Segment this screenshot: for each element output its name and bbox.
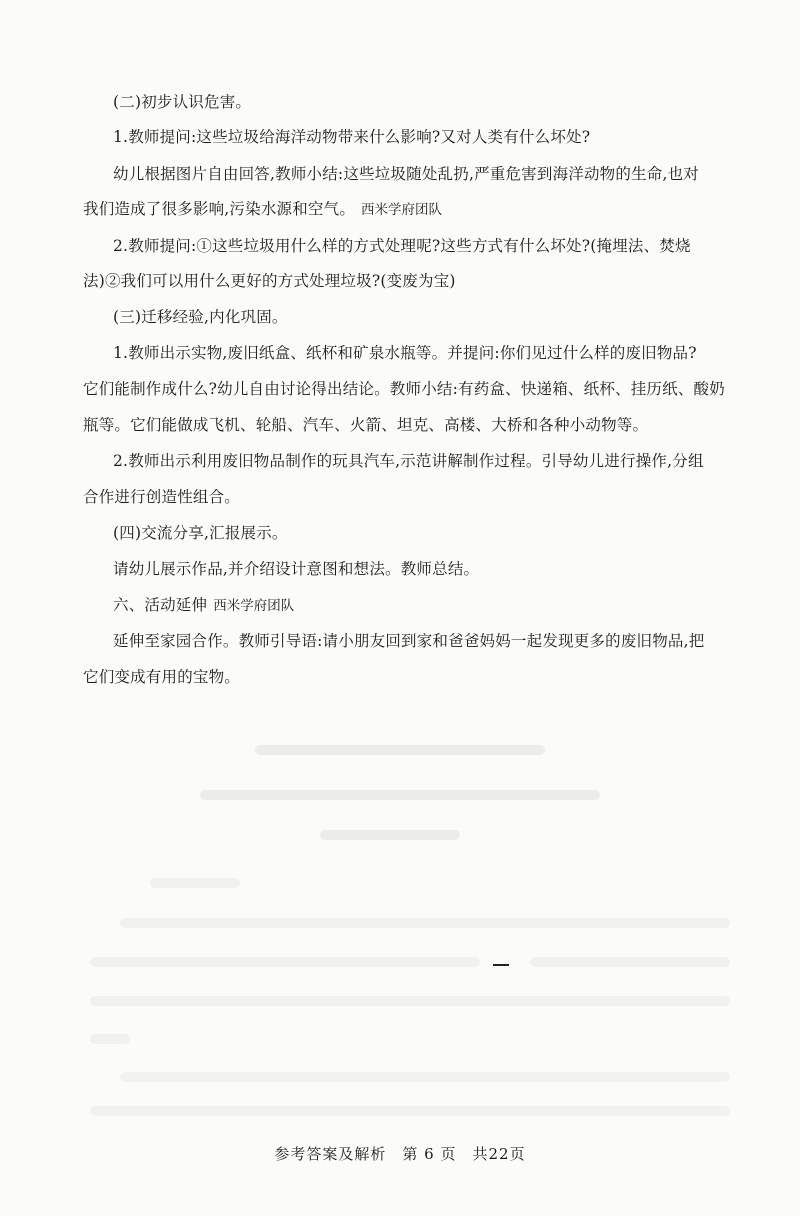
paragraph-line: 1.教师提问:这些垃圾给海洋动物带来什么影响?又对人类有什么坏处? [113,128,591,146]
page-dash [493,964,509,966]
heading-text: 六、活动延伸 [113,596,208,614]
section-heading-3: (三)迁移经验,内化巩固。 [113,308,288,326]
watermark-text: 西米学府团队 [213,598,295,614]
paragraph-text: 我们造成了很多影响,污染水源和空气。 [83,200,356,218]
paragraph-line: 延伸至家园合作。教师引导语:请小朋友回到家和爸爸妈妈一起发现更多的废旧物品,把 [113,632,705,650]
paragraph-line [83,199,753,220]
paragraph-line: 合作进行创造性组合。 [83,488,241,506]
paragraph-line: 2.教师提问:①这些垃圾用什么样的方式处理呢?这些方式有什么坏处?(掩埋法、焚烧 [113,237,691,255]
paragraph-line: 它们变成有用的宝物。 [83,668,241,686]
paragraph-line: 2.教师出示利用废旧物品制作的玩具汽车,示范讲解制作过程。引导幼儿进行操作,分组 [113,452,704,470]
watermark-text: 西米学府团队 [361,202,443,218]
paragraph-line: 幼儿根据图片自由回答,教师小结:这些垃圾随处乱扔,严重危害到海洋动物的生命,也对 [113,165,700,183]
section-heading-6 [113,595,753,616]
paragraph-line: 瓶等。它们能做成飞机、轮船、汽车、火箭、坦克、高楼、大桥和各种小动物等。 [83,416,649,434]
page-footer: 参考答案及解析 第 6 页 共22页 [274,1145,526,1163]
paragraph-line: 法)②我们可以用什么更好的方式处理垃圾?(变废为宝) [83,272,456,290]
paragraph-line: 请幼儿展示作品,并介绍设计意图和想法。教师总结。 [113,560,480,578]
paragraph-line: 它们能制作成什么?幼儿自由讨论得出结论。教师小结:有药盒、快递箱、纸杯、挂历纸、酸奶 [83,380,725,398]
section-heading-4: (四)交流分享,汇报展示。 [113,524,288,542]
section-heading-2: (二)初步认识危害。 [113,93,252,111]
paragraph-line: 1.教师出示实物,废旧纸盒、纸杯和矿泉水瓶等。并提问:你们见过什么样的废旧物品? [113,344,697,362]
